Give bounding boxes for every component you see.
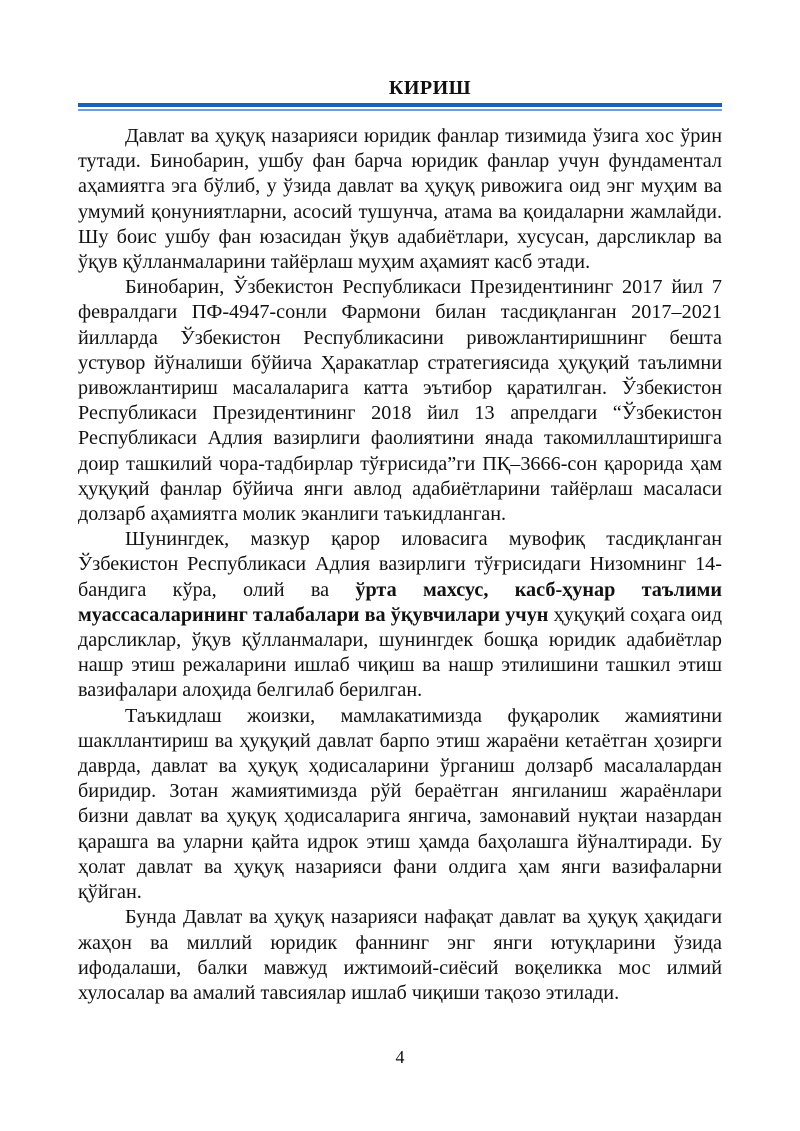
paragraph-3-text-after: ҳуқуқий соҳага оид дарсликлар, ўқув қўлланмалари, шунингдек бошқа юридик адабиётлар нашр этиш режаларини ишлаб чиқиш ва нашр этилишини ташкил этиш вазифалари алоҳида белгилаб берилган. (78, 603, 722, 702)
document-body (78, 124, 722, 1006)
paragraph-4: Таъкидлаш жоизки, мамлакатимизда фуқаролик жамиятини шакллантириш ва ҳуқуқий давлат барпо этиш жараёни кетаётган ҳозирги даврда, давлат ва ҳуқуқ ҳодисаларини ўрганиш долзарб масалалардан биридир. Зотан жамиятимизда рўй бераётган янгиланиш жараёнлари бизни давлат ва ҳуқуқ ҳодисаларига янгича, замонавий нуқтаи назардан қарашга ва уларни қайта идрок этиш ҳамда баҳолашга йўналтиради. Бу ҳолат давлат ва ҳуқуқ назарияси фани олдига ҳам янги вазифаларни қўйган. (78, 704, 722, 904)
paragraph-1: Давлат ва ҳуқуқ назарияси юридик фанлар тизимида ўзига хос ўрин тутади. Бинобарин, ушбу фан барча юридик фанлар учун фундаментал аҳамиятга эга бўлиб, у ўзида давлат ва ҳуқуқ ривожига оид энг муҳим ва умумий қонуниятларни, асосий тушунча, атама ва қоидаларни жамлайди. Шу боис ушбу фан юзасидан ўқув адабиётлари, хусусан, дарсликлар ва ўқув қўлланмаларини тайёрлаш муҳим аҳамият касб этади. (78, 125, 722, 274)
title-rule-thin (78, 109, 722, 111)
paragraph-3-text-before: Шунингдек, мазкур қарор иловасига мувофиқ тасдиқланган Ўзбекистон Республикаси Адлия вазирлиги тўғрисидаги Низомнинг 14-бандига кўра, олий ва (78, 528, 722, 601)
page-number: 4 (395, 1047, 405, 1067)
page-title: КИРИШ (388, 77, 472, 99)
paragraph-3 (78, 527, 722, 703)
paragraph-2: Бинобарин, Ўзбекистон Республикаси Президентининг 2017 йил 7 февралдаги ПФ-4947-сонли Фармони билан тасдиқланган 2017–2021 йилларда Ўзбекистон Республикасини ривожлантиришнинг бешта устувор йўналиши бўйича Ҳаракатлар стратегиясида ҳуқуқий таълимни ривожлантириш масалаларига катта эътибор қаратилган. Ўзбекистон Республикаси Президентининг 2018 йил 13 апрелдаги “Ўзбекистон Республикаси Адлия вазирлиги фаолиятини янада такомиллаштиришга доир ташкилий чора-тадбирлар тўғрисида”ги ПҚ–3666-сон қарорида ҳам ҳуқуқий фанлар бўйича янги авлод адабиётларини тайёрлаш масаласи долзарб аҳамиятга молик эканлиги таъкидланган. (78, 276, 722, 526)
title-rule-thick (78, 103, 722, 107)
paragraph-3-bold-phrase: ўрта махсус, касб-ҳунар таълими муассасаларининг талабалари ва ўқувчилари учун (78, 578, 722, 626)
paragraph-5: Бунда Давлат ва ҳуқуқ назарияси нафақат давлат ва ҳуқуқ ҳақидаги жаҳон ва миллий юридик фаннинг энг янги ютуқларини ўзида ифодалаши, балки мавжуд ижтимоий-сиёсий воқеликка мос илмий хулосалар ва амалий тавсиялар ишлаб чиқиши тақозо этилади. (78, 906, 722, 1004)
